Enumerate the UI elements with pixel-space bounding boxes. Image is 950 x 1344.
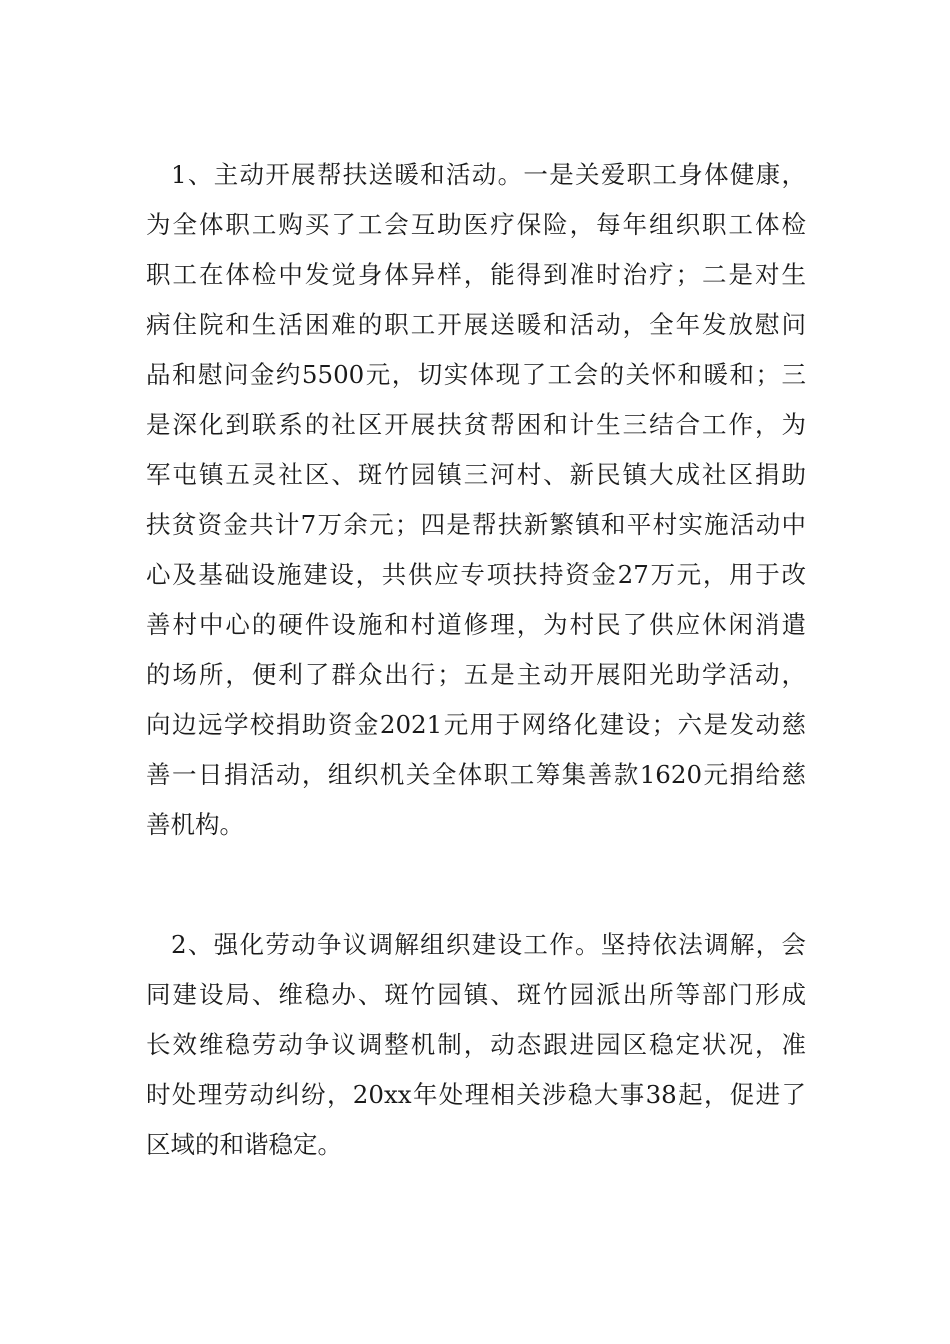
paragraph-line: 的场所，便利了群众出行；五是主动开展阳光助学活动， (146, 660, 806, 689)
paragraph-line: 善村中心的硬件设施和村道修理，为村民了供应休闲消遣 (146, 610, 806, 639)
paragraph-line: 善机构。 (146, 810, 244, 839)
paragraph-line: 扶贫资金共计7万余元；四是帮扶新繁镇和平村实施活动中 (146, 510, 806, 539)
paragraph-line: 时处理劳动纠纷，20xx年处理相关涉稳大事38起，促进了 (146, 1080, 806, 1109)
paragraph-line: 区域的和谐稳定。 (146, 1130, 342, 1159)
paragraph-line: 是深化到联系的社区开展扶贫帮困和计生三结合工作，为 (146, 410, 806, 439)
paragraph-line: 2、强化劳动争议调解组织建设工作。坚持依法调解，会 (171, 930, 806, 959)
paragraph-line: 长效维稳劳动争议调整机制，动态跟进园区稳定状况，准 (146, 1030, 806, 1059)
paragraph-line: 品和慰问金约5500元，切实体现了工会的关怀和暖和；三 (146, 360, 806, 389)
paragraph-line: 为全体职工购买了工会互助医疗保险，每年组织职工体检 (146, 210, 806, 239)
paragraph-line: 1、主动开展帮扶送暖和活动。一是关爱职工身体健康， (171, 160, 806, 189)
paragraph-line: 心及基础设施建设，共供应专项扶持资金27万元，用于改 (146, 560, 806, 589)
paragraph-line: 军屯镇五灵社区、斑竹园镇三河村、新民镇大成社区捐助 (146, 460, 806, 489)
paragraph-line: 同建设局、维稳办、斑竹园镇、斑竹园派出所等部门形成 (146, 980, 806, 1009)
paragraph-line: 病住院和生活困难的职工开展送暖和活动，全年发放慰问 (146, 310, 806, 339)
paragraph-line: 善一日捐活动，组织机关全体职工筹集善款1620元捐给慈 (146, 760, 806, 789)
paragraph-line: 职工在体检中发觉身体异样，能得到准时治疗；二是对生 (146, 260, 806, 289)
paragraph-line: 向边远学校捐助资金2021元用于网络化建设；六是发动慈 (146, 710, 806, 739)
